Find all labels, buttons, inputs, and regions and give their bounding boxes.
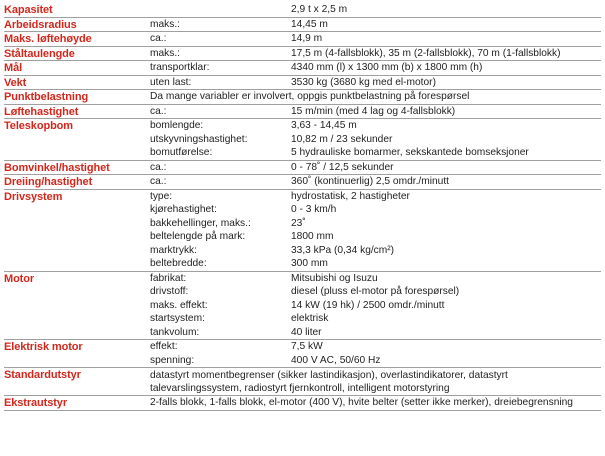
spec-value: 1800 mm [291, 231, 334, 242]
spec-line [4, 190, 601, 204]
spec-qualifier: ca.: [150, 33, 167, 44]
spec-value: 33,3 kPa (0,34 kg/cm²) [291, 244, 395, 256]
spec-line [4, 396, 601, 410]
spec-label: Dreiing/hastighet [4, 176, 93, 188]
spec-value: 7,5 kW [291, 341, 323, 352]
spec-row [4, 3, 601, 18]
spec-value: 10,82 m / 23 sekunder [291, 133, 393, 145]
spec-line [4, 299, 601, 313]
spec-value: 40 liter [291, 326, 322, 338]
spec-qualifier: utskyvningshastighet: [150, 133, 248, 145]
spec-row [4, 90, 601, 105]
spec-line [4, 90, 601, 104]
spec-qualifier: ca.: [150, 105, 167, 117]
spec-label: Bomvinkel/hastighet [4, 161, 110, 174]
spec-qualifier: kjørehastighet: [150, 204, 217, 215]
spec-qualifier: marktrykk: [150, 244, 197, 256]
spec-qualifier: effekt: [150, 341, 178, 352]
spec-label: Vekt [4, 76, 27, 89]
spec-value: elektrisk [291, 313, 329, 324]
spec-qualifier: tankvolum: [150, 326, 200, 338]
spec-line [4, 285, 601, 299]
spec-qualifier: ca.: [150, 176, 167, 187]
spec-label: Teleskopbom [4, 120, 73, 132]
spec-qualifier: drivstoff: [150, 286, 189, 297]
spec-value: 0 - 3 km/h [291, 204, 337, 215]
spec-qualifier: maks.: [150, 47, 181, 59]
spec-line [4, 119, 601, 133]
spec-value: 2-falls blokk, 1-falls blokk, el-motor (400 V), hvite belter (setter ikke merker), dreiebegrensning [150, 397, 573, 408]
spec-qualifier: fabrikat: [150, 272, 187, 284]
spec-row [4, 161, 601, 176]
spec-row [4, 175, 601, 190]
spec-value: 400 V AC, 50/60 Hz [291, 354, 381, 366]
spec-value: 15 m/min (med 4 lag og 4-fallsblokk) [291, 105, 456, 117]
spec-value: 14 kW (19 hk) / 2500 omdr./minutt [291, 299, 445, 311]
spec-line [4, 146, 601, 160]
spec-line [4, 326, 601, 340]
spec-value: hydrostatisk, 2 hastigheter [291, 190, 410, 202]
spec-row [4, 47, 601, 62]
spec-line [4, 105, 601, 119]
spec-label: Ekstrautstyr [4, 397, 67, 409]
spec-value: 4340 mm (l) x 1300 mm (b) x 1800 mm (h) [291, 62, 483, 73]
spec-line [4, 340, 601, 354]
spec-line [4, 244, 601, 258]
spec-qualifier: bomlengde: [150, 120, 204, 131]
spec-value: 2,9 t x 2,5 m [291, 4, 348, 15]
spec-qualifier: bakkehellinger, maks.: [150, 217, 251, 229]
spec-row [4, 272, 601, 341]
spec-qualifier: spenning: [150, 354, 195, 366]
spec-label: Elektrisk motor [4, 341, 83, 353]
spec-qualifier: beltelengde på mark: [150, 231, 246, 242]
spec-qualifier: maks.: [150, 18, 181, 30]
spec-qualifier: startsystem: [150, 313, 205, 324]
spec-line [4, 61, 601, 75]
spec-value: 17,5 m (4-fallsblokk), 35 m (2-fallsblokk), 70 m (1-fallsblokk) [291, 47, 561, 59]
spec-row [4, 190, 601, 272]
spec-value: 23˚ [291, 217, 306, 229]
spec-label: Maks. løftehøyde [4, 33, 92, 45]
spec-value: 3,63 - 14,45 m [291, 120, 357, 131]
spec-value: Da mange variabler er involvert, oppgis punktbelastning på forespørsel [150, 91, 470, 102]
spec-qualifier: transportklar: [150, 62, 210, 73]
spec-line [4, 133, 601, 147]
spec-line [4, 47, 601, 61]
spec-label: Drivsystem [4, 190, 63, 203]
spec-line [4, 203, 601, 217]
spec-line [4, 161, 601, 175]
spec-value: datastyrt momentbegrenser (sikker lastindikasjon), overlastindikatorer, datastyrt talevarslingssystem, radiostyrt fjernkontroll, intelligent motorstyring [150, 370, 508, 394]
spec-line [4, 312, 601, 326]
spec-label: Standardutstyr [4, 369, 81, 381]
spec-row [4, 18, 601, 33]
spec-line [4, 18, 601, 32]
spec-row [4, 396, 601, 411]
spec-value: 360˚ (kontinuerlig) 2,5 omdr./minutt [291, 176, 449, 187]
spec-row [4, 340, 601, 368]
spec-value: 14,9 m [291, 33, 323, 44]
spec-qualifier: beltebredde: [150, 258, 207, 269]
spec-line [4, 230, 601, 244]
spec-line [4, 32, 601, 46]
spec-label: Motor [4, 272, 35, 285]
spec-qualifier: type: [150, 190, 173, 202]
spec-line [4, 76, 601, 90]
spec-line [4, 3, 601, 17]
spec-value: 5 hydrauliske bomarmer, sekskantede bomseksjoner [291, 147, 529, 158]
spec-line [4, 175, 601, 189]
spec-qualifier: bomutførelse: [150, 147, 213, 158]
spec-row [4, 76, 601, 91]
spec-table [4, 3, 601, 411]
spec-line [4, 354, 601, 368]
spec-row [4, 32, 601, 47]
spec-qualifier: maks. effekt: [150, 299, 208, 311]
spec-row [4, 105, 601, 120]
spec-line [4, 217, 601, 231]
spec-value: 0 - 78˚ / 12,5 sekunder [291, 161, 394, 173]
spec-row [4, 119, 601, 161]
spec-qualifier: uten last: [150, 76, 192, 88]
spec-label: Ståltaulengde [4, 47, 75, 60]
spec-value: 300 mm [291, 258, 328, 269]
spec-qualifier: ca.: [150, 161, 167, 173]
spec-row [4, 368, 601, 396]
spec-value: Mitsubishi og Isuzu [291, 272, 378, 284]
spec-label: Punktbelastning [4, 91, 89, 103]
spec-value: 3530 kg (3680 kg med el-motor) [291, 76, 436, 88]
spec-row [4, 61, 601, 76]
spec-value: 14,45 m [291, 18, 328, 30]
spec-label: Løftehastighet [4, 105, 79, 118]
spec-value: diesel (pluss el-motor på forespørsel) [291, 286, 460, 297]
spec-label: Mål [4, 62, 23, 74]
spec-line [4, 272, 601, 286]
spec-label: Arbeidsradius [4, 18, 77, 31]
spec-label: Kapasitet [4, 4, 53, 16]
spec-line [4, 257, 601, 271]
